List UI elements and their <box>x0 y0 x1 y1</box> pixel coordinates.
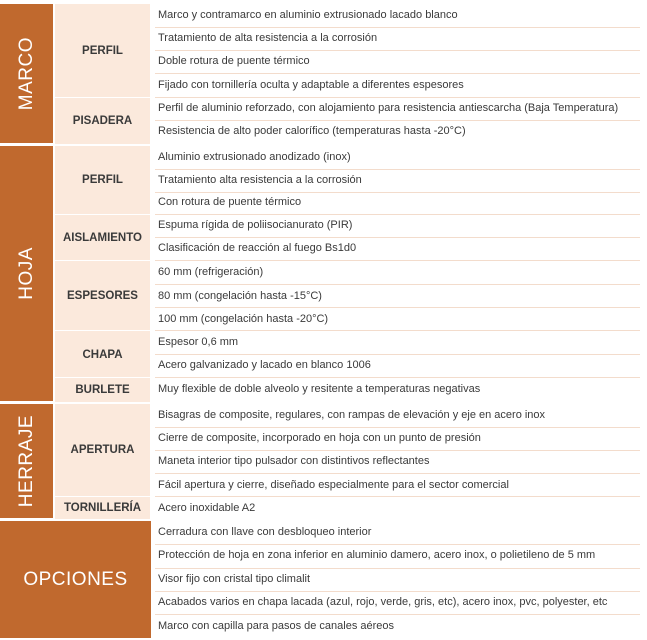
subcategory-perfil <box>55 4 150 97</box>
category-marco <box>0 4 53 143</box>
subcategory-label: CHAPA <box>82 348 123 361</box>
subcategory-aislamiento <box>55 214 150 261</box>
section-herraje <box>0 404 640 518</box>
subcategory-perfil <box>55 146 150 214</box>
spec-line: Acero inoxidable A2 <box>158 502 256 514</box>
spec-line: Fácil apertura y cierre, diseñado especialmente para el sector comercial <box>158 479 509 491</box>
subcategory-chapa <box>55 330 150 378</box>
category-opciones <box>0 521 151 638</box>
spec-line: Doble rotura de puente térmico <box>158 55 310 67</box>
section-marco <box>0 4 640 143</box>
subcategory-label: TORNILLERÍA <box>63 502 142 514</box>
subcategory-tornilleria <box>55 496 150 519</box>
subcategory-label: APERTURA <box>70 444 135 456</box>
section-hoja <box>0 146 640 401</box>
spec-line: Acabados varios en chapa lacada (azul, rojo, verde, gris, etc), acero inox, pvc, polyester, etc <box>158 596 608 608</box>
category-hoja <box>0 146 53 401</box>
subcategory-apertura <box>55 404 150 496</box>
spec-line: 80 mm (congelación hasta -15°C) <box>158 290 322 302</box>
spec-line: Cerradura con llave con desbloqueo interior <box>158 526 372 538</box>
spec-line: Con rotura de puente térmico <box>158 196 302 208</box>
section-opciones <box>0 521 640 638</box>
spec-line: Cierre de composite, incorporado en hoja con un punto de presión <box>158 432 481 444</box>
spec-line: Visor fijo con cristal tipo climalit <box>158 573 311 585</box>
spec-line: Muy flexible de doble alveolo y resitente a temperaturas negativas <box>158 383 481 395</box>
spec-line: Fijado con tornillería oculta y adaptable a diferentes espesores <box>158 79 464 91</box>
spec-line: Espuma rígida de poliisocianurato (PIR) <box>158 219 353 231</box>
spec-line: Aluminio extrusionado anodizado (inox) <box>158 151 351 163</box>
category-label: HOJA <box>15 247 37 300</box>
spec-line: Tratamiento de alta resistencia a la corrosión <box>158 32 378 44</box>
category-label: HERRAJE <box>15 414 37 508</box>
spec-line: Maneta interior tipo pulsador con distintivos reflectantes <box>158 455 430 467</box>
subcategory-label: AISLAMIENTO <box>62 232 142 244</box>
spec-line: Clasificación de reacción al fuego Bs1d0 <box>158 242 357 254</box>
spec-line: Marco con capilla para pasos de canales aéreos <box>158 620 395 632</box>
subcategory-burlete <box>55 377 150 402</box>
spec-line: Resistencia de alto poder calorífico (temperaturas hasta -20°C) <box>158 125 466 137</box>
subcategory-label: BURLETE <box>75 384 130 396</box>
spec-line: Bisagras de composite, regulares, con rampas de elevación y eje en acero inox <box>158 409 546 421</box>
category-label: MARCO <box>15 36 37 111</box>
subcategory-label: PISADERA <box>72 115 133 127</box>
spec-line: Espesor 0,6 mm <box>158 336 239 348</box>
subcategory-pisadera <box>55 97 150 144</box>
spec-line: Protección de hoja en zona inferior en aluminio damero, acero inox, o polietileno de 5 mm <box>158 549 596 561</box>
subcategory-label: PERFIL <box>82 44 123 57</box>
category-label: OPCIONES <box>23 568 128 590</box>
spec-line: 60 mm (refrigeración) <box>158 266 264 278</box>
spec-line: Acero galvanizado y lacado en blanco 1006 <box>158 359 371 371</box>
spec-line: 100 mm (congelación hasta -20°C) <box>158 313 329 325</box>
spec-line: Perfil de aluminio reforzado, con alojamiento para resistencia antiescarcha (Baja Temperatura) <box>158 102 619 114</box>
subcategory-label: PERFIL <box>82 174 123 186</box>
subcategory-label: ESPESORES <box>67 290 138 302</box>
spec-line: Marco y contramarco en aluminio extrusionado lacado blanco <box>158 9 458 21</box>
spec-line: Tratamiento alta resistencia a la corrosión <box>158 174 362 186</box>
subcategory-espesores <box>55 260 150 331</box>
category-herraje <box>0 404 53 518</box>
